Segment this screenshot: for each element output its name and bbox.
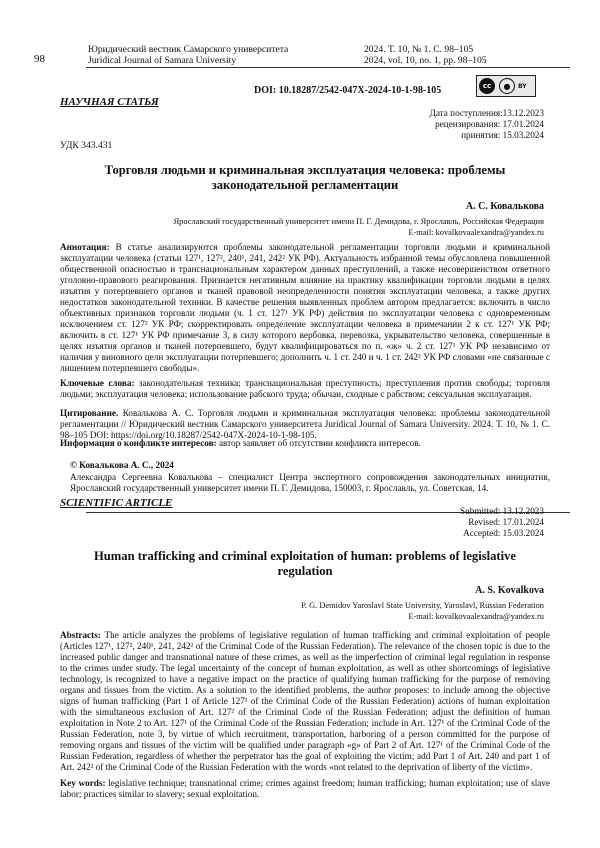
issue-block — [364, 44, 487, 66]
title-ru-line2: законодательной регламентации — [211, 178, 399, 192]
article-title-ru — [60, 163, 550, 193]
date-submitted: Submitted: 13.12.2023 — [460, 506, 544, 516]
title-ru-line1: Торговля людьми и криминальная эксплуатация человека: проблемы — [104, 163, 506, 177]
affiliation-en: P. G. Demidov Yaroslavl State University, Yaroslavl, Russian Federation — [301, 601, 544, 610]
title-en-line2: regulation — [277, 564, 333, 578]
abstract-en-text: The article analyzes the problems of legislative regulation of human trafficking and criminal exploitation of people (Articles 127¹, 127², 240¹, 241, 242² of the Criminal Code of the Russian Federation). The relevance of the chosen topic is due to the increased public danger and transnational nature of these crimes, as well as the imperfection of criminal legal regulation in response to the crimes under study. The legal uncertainty of the concept of human exploitation, as well as other shortcomings of legislative technology, is recognized to have a negative impact on the practice of qualifying human trafficking for the purpose of removing organs and tissues from the victim. As a solution to the identified problems, the author proposes: to include among the objective signs of human trafficking (Part 1 of Article 127¹ of the Criminal Code of the Russian Federation) actions of human exploitation with the simultaneous exclusion of Art. 127² of the Criminal Code of the Russian Federation; adjust the definition of human exploitation in Note 2 to Art. 127¹ of the Criminal Code of the Russian Federation; include in Art. 127¹ of the Criminal Code of the Russian Federation, note 3, by virtue of which recruitment, transportation, harboring of a person committed for the purpose of removing organs and tissues of the victim will be qualified under paragraph «g» of Part 2 of Art. 127¹ of the Criminal Code of the Russian Federation, regardless of whether the perpetrator has the goal of exploiting the victim; add Part 1 of Art. 240 and part 1 of Art. 242² of the Criminal Code of the Russian Federation with the words «not related to the deprivation of liberty of the victim». — [60, 630, 550, 772]
author-en: A. S. Kovalkova — [475, 585, 544, 596]
by-label: BY — [518, 82, 527, 90]
attribution-icon: ● — [499, 78, 515, 94]
citation-ru-text: Ковалькова А. С. Торговля людьми и криминальная эксплуатация человека: проблемы законодательной регламентации // Юридический вестник Самарского университета Juridical Journal of Samara University. 2024. Т. 10, № 1. С. 98–105 DOI: https://doi.org/10.18287/2542-047X-2024-10-1-98-105. — [60, 408, 550, 440]
keywords-en — [60, 778, 550, 800]
keywords-en-label: Key words: — [60, 778, 106, 788]
date-revised: Revised: 17.01.2024 — [468, 517, 544, 527]
page-number: 98 — [34, 53, 45, 65]
abstract-en-label: Abstracts: — [60, 630, 101, 640]
author-info-ru: Александра Сергеевна Ковалькова – специалист Центра экспертного сопровождения законодательных инициатив, Ярославский государственный университет имени П. Г. Демидова, 150003, г. Ярославль, ул. Советская, 14. — [70, 472, 550, 493]
issue-ru: 2024. Т. 10, № 1. С. 98–105 — [364, 44, 474, 55]
email-en[interactable]: E-mail: kovalkovaalexandra@yandex.ru — [408, 611, 544, 621]
copyright: © Ковалькова А. С., 2024 — [70, 460, 174, 470]
section-label-ru: НАУЧНАЯ СТАТЬЯ — [60, 96, 159, 108]
author-ru: А. С. Ковалькова — [465, 201, 544, 212]
dates-en — [460, 506, 544, 539]
creative-commons-icon: cc — [479, 78, 495, 94]
cc-by-license-badge[interactable] — [476, 75, 536, 97]
email-ru[interactable]: E-mail: kovalkovaalexandra@yandex.ru — [408, 227, 544, 237]
journal-name-ru: Юридический вестник Самарского университета — [88, 44, 289, 55]
citation-ru-label: Цитирование. — [60, 408, 119, 418]
abstract-ru — [60, 242, 550, 374]
date-accepted-en: Accepted: 15.03.2024 — [463, 528, 544, 538]
conflict-ru-label: Информация о конфликте интересов: — [60, 438, 217, 448]
header-divider — [86, 67, 570, 68]
doi[interactable]: DOI: 10.18287/2542-047X-2024-10-1-98-105 — [254, 85, 442, 96]
journal-name-en: Juridical Journal of Samara University — [88, 55, 237, 66]
conflict-ru-text: автор заявляет об отсутствии конфликта интересов. — [218, 438, 421, 448]
affiliation-en-block — [301, 601, 544, 622]
keywords-ru — [60, 378, 550, 400]
journal-name-block — [88, 44, 288, 66]
citation-ru — [60, 408, 550, 441]
keywords-ru-label: Ключевые слова: — [60, 378, 135, 388]
abstract-ru-text: В статье анализируются проблемы законодательной регламентации торговли людьми и криминальной эксплуатации человека (статьи 127¹, 127², 240¹, 241, 242² УК РФ). Актуальность избранной темы обусловлена повышенной общественной опасностью и транснациональным характером данных преступлений, а также несовершенством ответного уголовно-правового реагирования. Признается негативным влияние на практику квалификации торговли людьми в целях изъятия у потерпевшего органов и тканей правовой неопределенности понятия эксплуатации человека, а также других недостатков законодательной техники. В качестве решения выявленных проблем автором предлагается: включить в число объективных признаков торговли людьми (ч. 1 ст. 127¹ УК РФ) действия по эксплуатации человека с одновременным исключением ст. 127² УК РФ; скорректировать определение эксплуатации человека в примечании 2 к ст. 127¹ УК РФ; включить в ст. 127¹ УК РФ примечание 3, в силу которого вербовка, перевозка, укрывательство человека, совершенные в целях изъятия органов и тканей потерпевшего, будут квалифицироваться по п. «ж» ч. 2 ст. 127¹ УК РФ независимо от наличия у виновного цели эксплуатации потерпевшего; дополнить ч. 1 ст. 240 и ч. 1 ст. 242² УК РФ словами «не связанные с лишением потерпевшего свободы». — [60, 242, 551, 373]
date-accepted: принятия: 15.03.2024 — [461, 130, 544, 140]
abstract-ru-label: Аннотация: — [60, 242, 110, 252]
date-received: Дата поступления:13.12.2023 — [429, 108, 544, 118]
conflict-ru — [60, 438, 550, 449]
keywords-ru-text: законодательная техника; транснациональная преступность; преступления против свободы; торговля людьми; эксплуатация человека; использование рабского труда; обычаи, сходные с рабством; сексуальная эксплуатация. — [60, 378, 551, 399]
article-title-en — [60, 549, 550, 579]
udk-code: УДК 343.431 — [60, 140, 113, 151]
issue-en: 2024, vol. 10, no. 1, pp. 98–105 — [364, 55, 487, 66]
date-reviewed: рецензирования: 17.01.2024 — [435, 119, 544, 129]
section-label-en: SCIENTIFIC ARTICLE — [60, 497, 173, 509]
affiliation-ru-block — [174, 217, 544, 238]
keywords-en-text: legislative technique; transnational crime; crimes against freedom; human trafficking; human exploitation; use of slave labor; practices similar to slavery; sexual exploitation. — [60, 778, 551, 799]
abstract-en — [60, 630, 550, 773]
affiliation-ru: Ярославский государственный университет имени П. Г. Демидова, г. Ярославль, Российская Федерация — [173, 217, 544, 226]
title-en-line1: Human trafficking and criminal exploitation of human: problems of legislative — [93, 549, 516, 563]
dates-ru — [430, 108, 544, 141]
